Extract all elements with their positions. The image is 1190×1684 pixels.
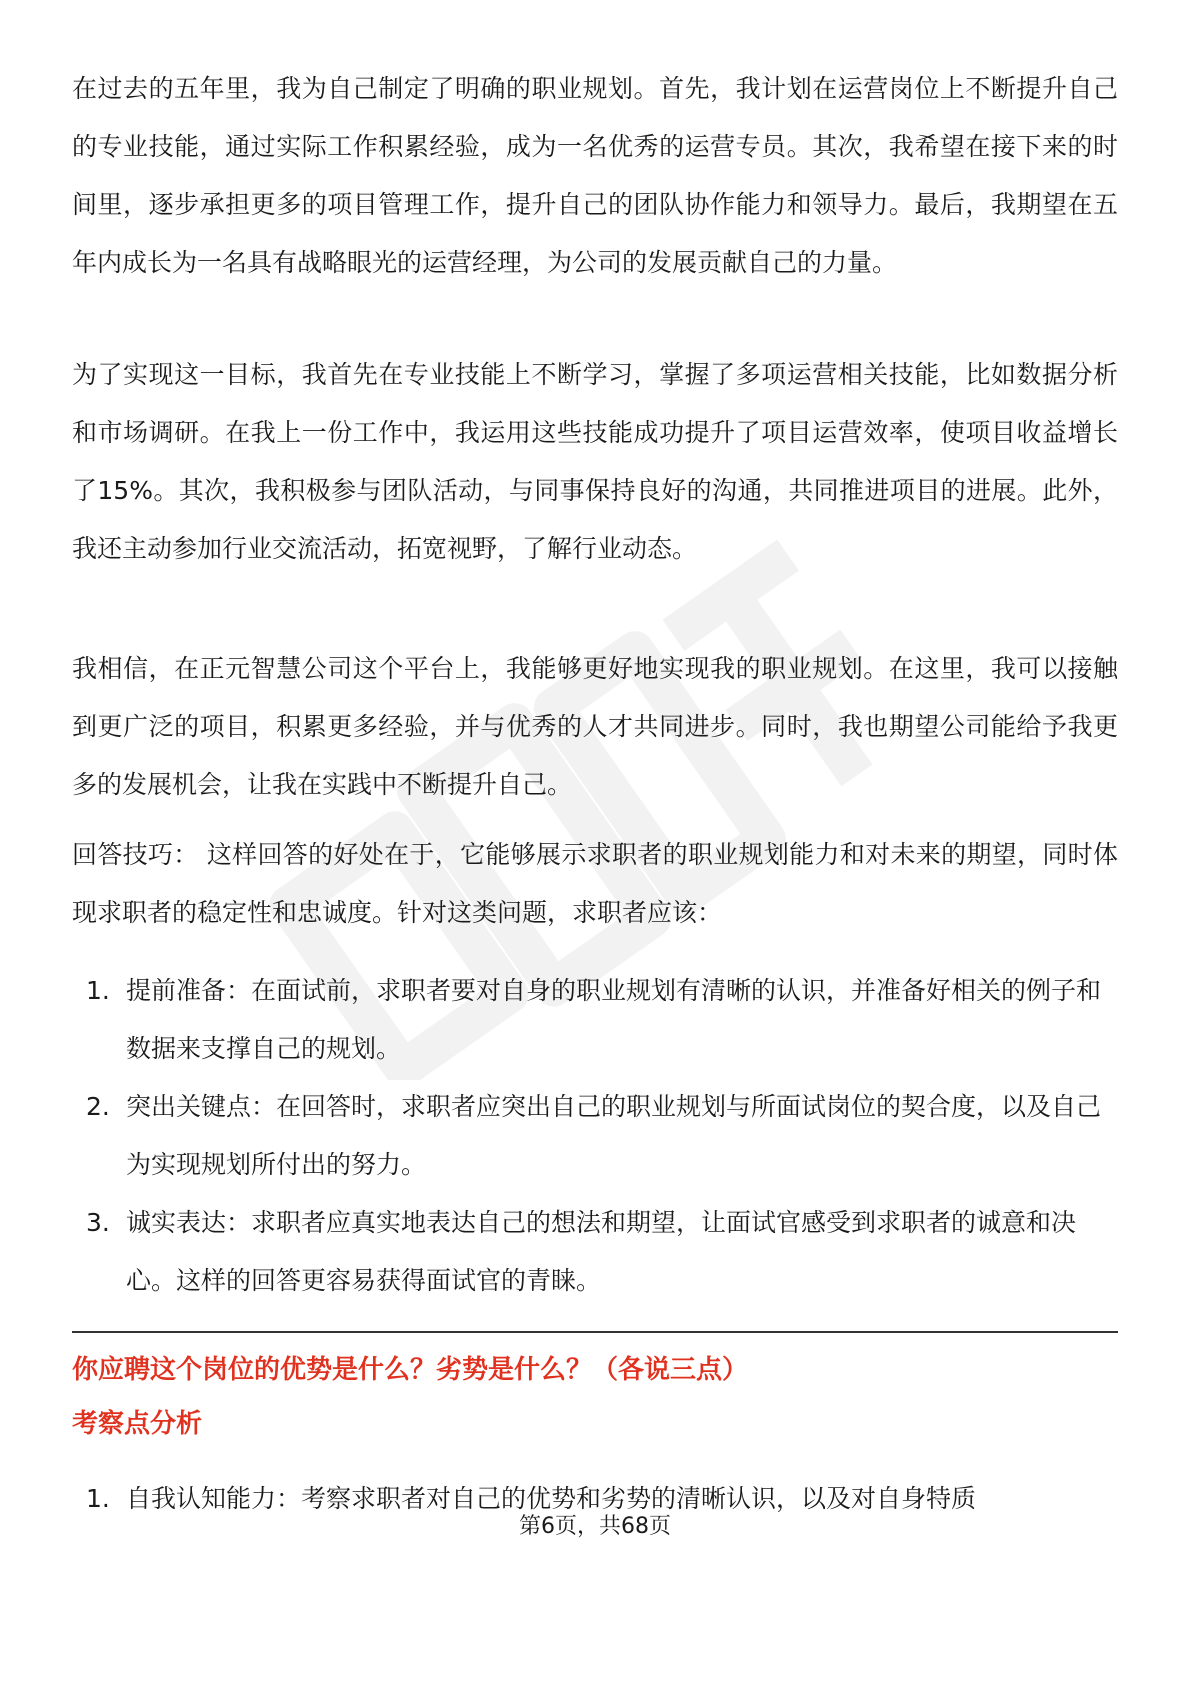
paragraph-achievements: 为了实现这一目标，我首先在专业技能上不断学习，掌握了多项运营相关技能，比如数据分析和市场调研。在我上一份工作中，我运用这些技能成功提升了项目运营效率，使项目收益增长了15%。其次，我积极参与团队活动，与同事保持良好的沟通，共同推进项目的进展。此外，我还主动参加行业交流活动，拓宽视野，了解行业动态。: [72, 360, 1118, 563]
list-text: 提前准备：在面试前，求职者要对自身的职业规划有清晰的认识，并准备好相关的例子和数据来支撑自己的规划。: [126, 976, 1102, 1063]
list-number: 2.: [86, 1092, 110, 1121]
paragraph-company-fit: 我相信，在正元智慧公司这个平台上，我能够更好地实现我的职业规划。在这里，我可以接触到更广泛的项目，积累更多经验，并与优秀的人才共同进步。同时，我也期望公司能给予我更多的发展机会，让我在实践中不断提升自己。: [72, 654, 1118, 799]
list-number: 3.: [86, 1208, 110, 1237]
page-footer: 第6页，共68页: [519, 1514, 671, 1539]
tips-list: [72, 962, 1118, 1310]
list-text: 突出关键点：在回答时，求职者应突出自己的职业规划与所面试岗位的契合度，以及自己为实现规划所付出的努力。: [126, 1092, 1102, 1179]
list-item: [72, 962, 1118, 1078]
paragraph-answer-tips: 回答技巧： 这样回答的好处在于，它能够展示求职者的职业规划能力和对未来的期望，同时体现求职者的稳定性和忠诚度。针对这类问题，求职者应该：: [72, 840, 1118, 927]
list-number: 1.: [86, 976, 110, 1005]
section-divider: [72, 1331, 1118, 1333]
list-item: [72, 1078, 1118, 1194]
analysis-title: 考察点分析: [72, 1409, 203, 1439]
list-text: 诚实表达：求职者应真实地表达自己的想法和期望，让面试官感受到求职者的诚意和决心。这样的回答更容易获得面试官的青睐。: [126, 1208, 1077, 1295]
list-number: 1.: [86, 1484, 110, 1513]
list-item: [72, 1194, 1118, 1310]
list-text: 自我认知能力：考察求职者对自己的优势和劣势的清晰认识，以及对自身特质: [126, 1484, 977, 1513]
question-title: 你应聘这个岗位的优势是什么？劣势是什么？（各说三点）: [72, 1355, 749, 1385]
paragraph-career-plan: 在过去的五年里，我为自己制定了明确的职业规划。首先，我计划在运营岗位上不断提升自己的专业技能，通过实际工作积累经验，成为一名优秀的运营专员。其次，我希望在接下来的时间里，逐步承担更多的项目管理工作，提升自己的团队协作能力和领导力。最后，我期望在五年内成长为一名具有战略眼光的运营经理，为公司的发展贡献自己的力量。: [72, 74, 1118, 277]
